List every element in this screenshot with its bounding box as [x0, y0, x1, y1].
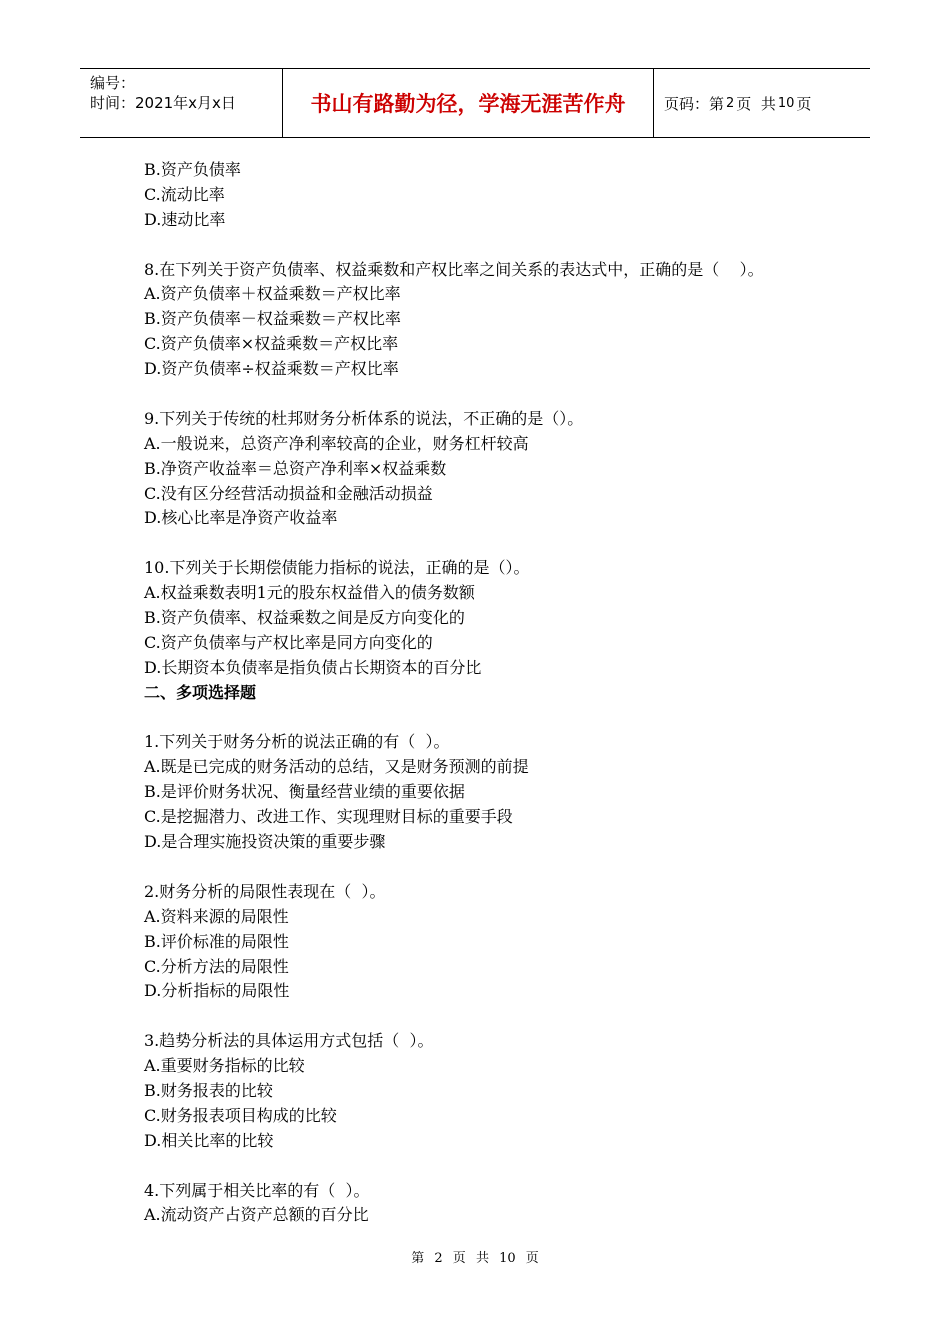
option: B.资产负债率 [144, 160, 241, 179]
option: D.长期资本负债率是指负债占长期资本的百分比 [144, 657, 482, 677]
option: A.资产负债率＋权益乘数＝产权比率 [144, 284, 401, 304]
option: A.重要财务指标的比较 [144, 1056, 305, 1076]
question-7-options [144, 158, 864, 233]
document-date-label: 时间：2021年x月x日 [90, 94, 236, 112]
header-meta [80, 69, 282, 137]
multi-question-2 [144, 880, 864, 1004]
option: B.资产负债率、权益乘数之间是反方向变化的 [144, 608, 465, 628]
option: C.分析方法的局限性 [144, 956, 289, 976]
question-8 [144, 258, 864, 382]
page-header [80, 68, 870, 138]
page-total: 10 [777, 95, 795, 111]
question-9 [144, 407, 864, 531]
footer-word: 共 [475, 1251, 489, 1266]
footer-word: 页 [525, 1251, 539, 1266]
option: D.相关比率的比较 [144, 1130, 274, 1150]
option: C.流动比率 [144, 184, 225, 204]
page-label-suffix: 页 [796, 94, 812, 113]
multi-question-3 [144, 1029, 864, 1153]
question-10 [144, 556, 864, 680]
page-footer [0, 1247, 950, 1266]
question-stem: 9.下列关于传统的杜邦财务分析体系的说法，不正确的是（）。 [144, 408, 584, 428]
option: A.流动资产占资产总额的百分比 [144, 1205, 369, 1225]
header-page-info [654, 69, 870, 137]
option: C.财务报表项目构成的比较 [144, 1105, 337, 1125]
question-stem: 1.下列关于财务分析的说法正确的有（ ）。 [144, 732, 450, 752]
document-number-label: 编号： [90, 74, 136, 92]
footer-total-pages: 10 [499, 1251, 516, 1266]
option: B.净资产收益率＝总资产净利率×权益乘数 [144, 458, 447, 478]
option: D.速动比率 [144, 209, 226, 229]
option: B.是评价财务状况、衡量经营业绩的重要依据 [144, 782, 465, 802]
option: D.资产负债率÷权益乘数＝产权比率 [144, 359, 399, 379]
question-stem: 8.在下列关于资产负债率、权益乘数和产权比率之间关系的表达式中，正确的是（ ）。 [144, 259, 764, 279]
option: C.没有区分经营活动损益和金融活动损益 [144, 483, 433, 503]
option: A.一般说来，总资产净利率较高的企业，财务杠杆较高 [144, 433, 529, 453]
footer-word: 第 [411, 1251, 425, 1266]
option: C.资产负债率与产权比率是同方向变化的 [144, 632, 433, 652]
option: C.资产负债率×权益乘数＝产权比率 [144, 334, 399, 354]
option: A.资料来源的局限性 [144, 906, 289, 926]
option: D.核心比率是净资产收益率 [144, 508, 338, 528]
section-title: 二、多项选择题 [144, 682, 257, 702]
page-label-mid: 页 共 [736, 94, 776, 113]
option: A.既是已完成的财务活动的总结，又是财务预测的前提 [144, 757, 529, 777]
footer-page-number: 2 [434, 1251, 443, 1266]
option: C.是挖掘潜力、改进工作、实现理财目标的重要手段 [144, 807, 513, 827]
header-motto: 书山有路勤为径，学海无涯苦作舟 [282, 69, 654, 137]
footer-word: 页 [452, 1251, 466, 1266]
option: D.分析指标的局限性 [144, 981, 290, 1001]
page-label-prefix: 页码：第 [664, 94, 725, 113]
multi-question-1 [144, 730, 864, 854]
page-current: 2 [726, 95, 735, 111]
option: D.是合理实施投资决策的重要步骤 [144, 832, 386, 852]
option: B.评价标准的局限性 [144, 931, 289, 951]
option: B.资产负债率－权益乘数＝产权比率 [144, 309, 401, 329]
question-stem: 3.趋势分析法的具体运用方式包括（ ）。 [144, 1031, 434, 1051]
multi-question-4 [144, 1179, 864, 1229]
option: B.财务报表的比较 [144, 1080, 273, 1100]
document-body [144, 158, 864, 1228]
option: A.权益乘数表明1元的股东权益借入的债务数额 [144, 583, 475, 603]
question-stem: 4.下列属于相关比率的有（ ）。 [144, 1180, 370, 1200]
question-stem: 10.下列关于长期偿债能力指标的说法，正确的是（）。 [144, 558, 530, 578]
question-stem: 2.财务分析的局限性表现在（ ）。 [144, 881, 386, 901]
